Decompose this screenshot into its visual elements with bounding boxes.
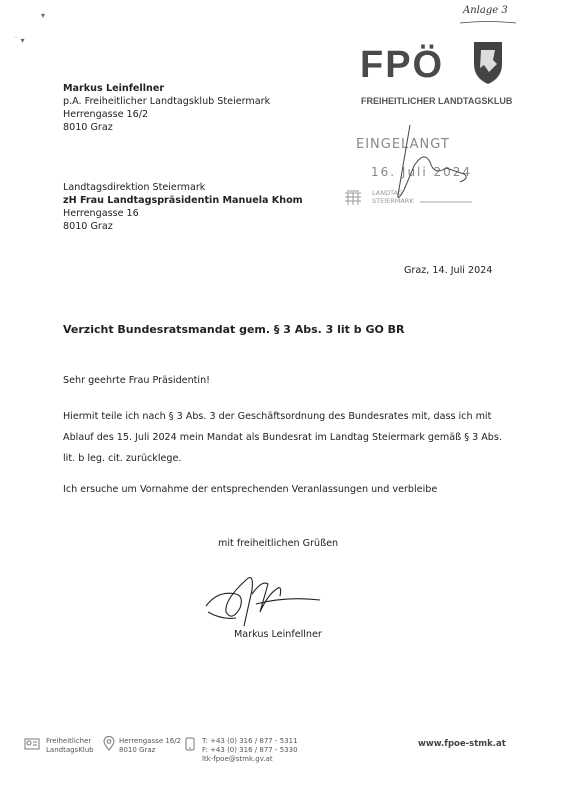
letter-subject: Verzicht Bundesratsmandat gem. § 3 Abs. 3 lit b GO BR [63,323,405,336]
footer-org-line2: LandtagsKlub [46,746,94,754]
stamp-initials-scribble [380,120,490,215]
sender-city: 8010 Graz [63,122,113,133]
stamp-org-line2: STEIERMARK [372,197,414,205]
stamp-building-icon [344,188,362,206]
corner-mark: ˙ ▾ [14,36,25,45]
corner-mark-2: ▾ [41,11,46,20]
footer-phone: T: +43 (0) 316 / 877 - 5311 [202,737,298,745]
footer-fax: F: +43 (0) 316 / 877 - 5330 [202,746,298,754]
handwritten-annotation: Anlage 3 [463,5,508,16]
closing-request: Ich ersuche um Vornahme der entsprechenden Veranlassungen und verbleibe [63,484,438,495]
recipient-city: 8010 Graz [63,221,113,232]
salutation: Sehr geehrte Frau Präsidentin! [63,375,211,386]
greeting: mit freiheitlichen Grüßen [218,538,339,549]
recipient-street: Herrengasse 16 [63,208,139,219]
fpoe-logo-text: FPÖ [360,44,445,86]
phone-icon [184,737,196,751]
fpoe-logo-subtitle: FREIHEITLICHER LANDTAGSKLUB [361,96,513,106]
stamp-date: 16. Juli 2024 [371,165,473,179]
footer-organization [46,737,94,755]
footer-website[interactable]: www.fpoe-stmk.at [418,739,506,749]
letter-body: Hiermit teile ich nach § 3 Abs. 3 der Geschäftsordnung des Bundesrates mit, dass ich mit Ablauf des 15. Juli 2024 mein Mandat als Bundesrat im Landtag Steiermark gemäß § 3 Abs. lit. b leg. cit. zurücklege. [63,411,502,464]
footer-email[interactable]: ltk-fpoe@stmk.gv.at [202,755,273,763]
organization-icon [24,738,40,750]
handwritten-signature [196,560,326,630]
footer-address [119,737,181,755]
footer-address-line1: Herrengasse 16/2 [119,737,182,745]
location-pin-icon [103,736,115,751]
sender-name: Markus Leinfellner [63,83,165,94]
annotation-underline [458,20,518,26]
recipient-block [63,181,303,233]
footer-org-line1: Freiheitlicher [46,737,92,745]
sender-street: Herrengasse 16/2 [63,109,149,120]
stamp-title: EINGELANGT [356,137,450,152]
sender-line2: p.A. Freiheitlicher Landtagsklub Steiermark [63,96,271,107]
recipient-line2: zH Frau Landtagspräsidentin Manuela Khom [63,195,303,206]
recipient-line1: Landtagsdirektion Steiermark [63,182,206,193]
stamp-org-line1: LANDTAG [372,189,403,197]
footer-address-line2: 8010 Graz [119,746,156,754]
signature-name: Markus Leinfellner [234,629,322,640]
fpoe-logo-emblem-icon [468,38,508,86]
sender-block [63,82,270,134]
letter-date: Graz, 14. Juli 2024 [404,265,493,276]
footer-contact [202,737,298,764]
